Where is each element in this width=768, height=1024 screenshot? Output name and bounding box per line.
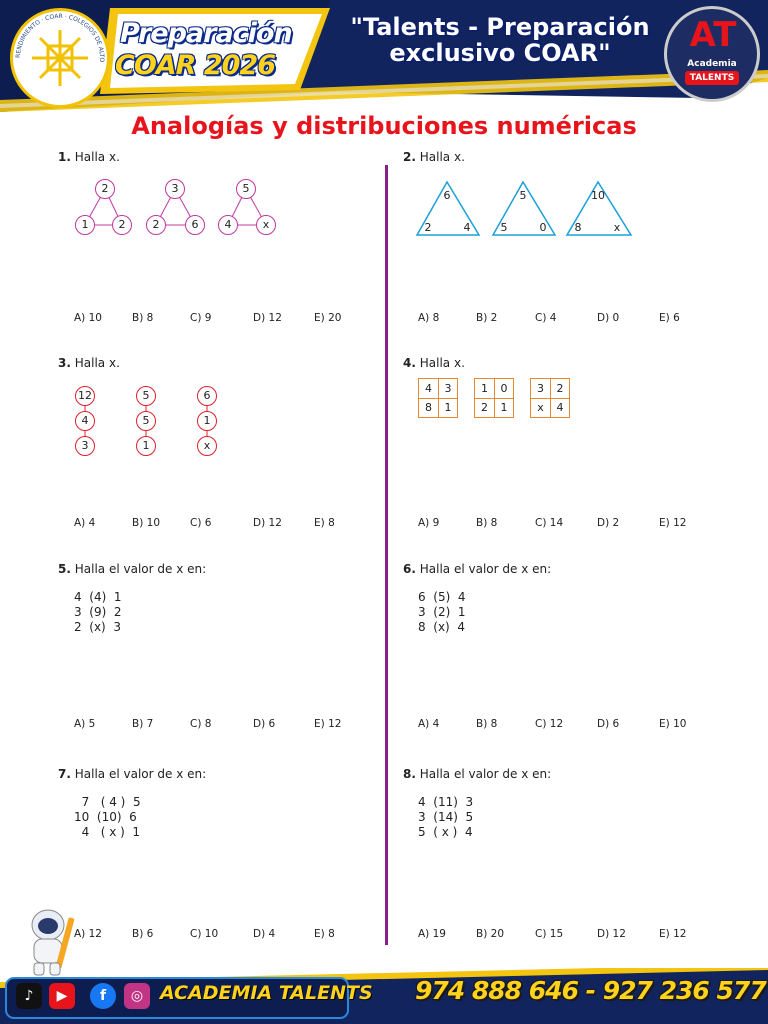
problem-5-options (74, 718, 364, 734)
number-grid (474, 378, 514, 418)
circle-node: x (256, 215, 276, 235)
grid-cell: 4 (556, 401, 564, 414)
option-c[interactable]: C) 15 (535, 928, 564, 940)
option-a[interactable]: A) 10 (74, 312, 102, 324)
triangle-number: 5 (519, 189, 527, 202)
circle-node: 12 (75, 386, 95, 406)
problem-7-table (74, 795, 141, 840)
table-row: 7 ( 4 ) 5 (74, 795, 141, 809)
problem-1-prompt (58, 150, 120, 164)
logo-word-talents: TALENTS (685, 71, 739, 85)
table-row: 8 (x) 4 (418, 620, 465, 634)
triangle-number: 5 (500, 221, 508, 234)
grid-cell: 1 (475, 379, 495, 399)
problem-number: 2. (403, 150, 416, 164)
astronaut-mascot-icon (20, 905, 80, 977)
number-grid (418, 378, 458, 418)
problem-text: Halla el valor de x en: (74, 562, 207, 576)
number-grid (530, 378, 570, 418)
grid-cell: 1 (500, 401, 508, 414)
grid-cell: 2 (550, 379, 570, 399)
youtube-icon[interactable]: ▶ (49, 983, 75, 1009)
logo-word-academia: Academia (687, 59, 737, 69)
triangle-number: 0 (539, 221, 547, 234)
problem-number: 5. (58, 562, 71, 576)
circle-node: 6 (197, 386, 217, 406)
table-row: 10 (10) 6 (74, 810, 137, 824)
problem-5-prompt (58, 562, 206, 576)
table-row: 4 (4) 1 (74, 590, 122, 604)
problem-8-prompt (403, 767, 551, 781)
tiktok-icon[interactable]: ♪ (16, 983, 42, 1009)
triangle-number: 10 (591, 189, 605, 202)
option-d[interactable]: D) 6 (253, 718, 276, 730)
grid-cell: x (531, 398, 551, 418)
problem-number: 4. (403, 356, 416, 370)
circle-node: 4 (218, 215, 238, 235)
problem-number: 7. (58, 767, 71, 781)
circle-node: 5 (136, 411, 156, 431)
option-b[interactable]: B) 10 (132, 517, 160, 529)
option-c[interactable]: C) 9 (190, 312, 212, 324)
option-b[interactable]: B) 2 (476, 312, 498, 324)
circle-node: 6 (185, 215, 205, 235)
option-e[interactable]: E) 8 (314, 517, 335, 529)
grid-cell: 3 (531, 379, 551, 399)
problem-text: Halla x. (419, 356, 465, 370)
option-c[interactable]: C) 12 (535, 718, 564, 730)
problem-text: Halla x. (419, 150, 465, 164)
footer-brand: ACADEMIA TALENTS (160, 982, 373, 1004)
academia-talents-logo (664, 6, 760, 102)
problem-4-options (418, 517, 708, 533)
problem-8-options (418, 928, 708, 944)
option-c[interactable]: C) 8 (190, 718, 212, 730)
problem-6-table (418, 590, 466, 635)
header-quote-line2: exclusivo COAR" (389, 39, 611, 67)
triangle-number: 8 (574, 221, 582, 234)
option-b[interactable]: B) 8 (476, 718, 498, 730)
option-a[interactable]: A) 4 (74, 517, 96, 529)
problem-text: Halla x. (74, 150, 120, 164)
option-e[interactable]: E) 10 (659, 718, 687, 730)
option-a[interactable]: A) 8 (418, 312, 440, 324)
problem-2-prompt (403, 150, 465, 164)
brand-title: Preparación (120, 18, 292, 49)
option-d[interactable]: D) 12 (253, 517, 282, 529)
grid-cell: 4 (419, 379, 439, 399)
problem-2-options (418, 312, 708, 328)
grid-cell: 0 (494, 379, 514, 399)
circle-node: 4 (75, 411, 95, 431)
circle-node: 2 (95, 179, 115, 199)
problem-1-options (74, 312, 364, 328)
brand-year: COAR 2026 (115, 50, 276, 81)
circle-node: 1 (75, 215, 95, 235)
problem-6-options (418, 718, 708, 734)
option-d[interactable]: D) 0 (597, 312, 620, 324)
circle-node: 2 (146, 215, 166, 235)
triangle-number: 4 (463, 221, 471, 234)
option-a[interactable]: A) 19 (418, 928, 446, 940)
option-e[interactable]: E) 20 (314, 312, 342, 324)
problem-6-prompt (403, 562, 551, 576)
table-row: 6 (5) 4 (418, 590, 466, 604)
option-d[interactable]: D) 12 (597, 928, 626, 940)
grid-cell: 3 (438, 379, 458, 399)
circle-node: 2 (112, 215, 132, 235)
problem-text: Halla x. (74, 356, 120, 370)
option-e[interactable]: E) 6 (659, 312, 680, 324)
circle-node: x (197, 436, 217, 456)
table-row: 3 (2) 1 (418, 605, 466, 619)
column-divider (385, 165, 388, 945)
grid-cell: 2 (475, 398, 495, 418)
circle-node: 1 (136, 436, 156, 456)
problem-text: Halla el valor de x en: (74, 767, 207, 781)
seal-ring-text (10, 8, 110, 108)
option-b[interactable]: B) 8 (132, 312, 154, 324)
table-row: 3 (9) 2 (74, 605, 122, 619)
option-b[interactable]: B) 6 (132, 928, 154, 940)
option-a[interactable]: A) 12 (74, 928, 102, 940)
option-d[interactable]: D) 4 (253, 928, 276, 940)
problem-text: Halla el valor de x en: (419, 767, 552, 781)
problem-7-options (74, 928, 364, 944)
table-row: 4 ( x ) 1 (74, 825, 141, 839)
option-c[interactable]: C) 6 (190, 517, 212, 529)
option-e[interactable]: E) 12 (659, 928, 687, 940)
header-quote-line1: "Talents - Preparación (350, 13, 650, 41)
page-title: Analogías y distribuciones numéricas (131, 112, 637, 140)
grid-cell: 1 (444, 401, 452, 414)
problem-8-table (418, 795, 473, 840)
circle-node: 1 (197, 411, 217, 431)
option-e[interactable]: E) 12 (314, 718, 342, 730)
triangle-number: 6 (443, 189, 451, 202)
option-b[interactable]: B) 7 (132, 718, 154, 730)
svg-text:RENDIMIENTO · COAR · COLEGIOS: RENDIMIENTO · COAR · COLEGIOS DE ALTO (14, 12, 106, 63)
logo-letters: AT (689, 15, 737, 55)
problem-text: Halla el valor de x en: (419, 562, 552, 576)
problem-number: 1. (58, 150, 71, 164)
option-e[interactable]: E) 8 (314, 928, 335, 940)
problem-number: 6. (403, 562, 416, 576)
option-b[interactable]: B) 20 (476, 928, 504, 940)
option-a[interactable]: A) 5 (74, 718, 96, 730)
option-a[interactable]: A) 4 (418, 718, 440, 730)
problem-7-prompt (58, 767, 206, 781)
problem-4-prompt (403, 356, 465, 370)
table-row: 3 (14) 5 (418, 810, 474, 824)
option-c[interactable]: C) 14 (535, 517, 564, 529)
option-d[interactable]: D) 6 (597, 718, 620, 730)
problem-5-table (74, 590, 122, 635)
option-c[interactable]: C) 4 (535, 312, 557, 324)
table-row: 5 ( x ) 4 (418, 825, 473, 839)
facebook-icon[interactable]: f (90, 983, 116, 1009)
footer-phones[interactable]: 974 888 646 - 927 236 577 (415, 976, 766, 1005)
table-row: 4 (11) 3 (418, 795, 474, 809)
problem-3-prompt (58, 356, 120, 370)
problem-number: 3. (58, 356, 71, 370)
option-c[interactable]: C) 10 (190, 928, 219, 940)
circle-node: 5 (136, 386, 156, 406)
problem-3-options (74, 517, 364, 533)
triangle-number: x (613, 221, 621, 234)
option-e[interactable]: E) 12 (659, 517, 687, 529)
triangle-number: 2 (424, 221, 432, 234)
circle-node: 3 (75, 436, 95, 456)
circle-node: 5 (236, 179, 256, 199)
grid-cell: 8 (419, 398, 439, 418)
circle-node: 3 (165, 179, 185, 199)
option-b[interactable]: B) 8 (476, 517, 498, 529)
problem-number: 8. (403, 767, 416, 781)
option-d[interactable]: D) 2 (597, 517, 620, 529)
instagram-icon[interactable]: ◎ (124, 983, 150, 1009)
table-row: 2 (x) 3 (74, 620, 121, 634)
option-a[interactable]: A) 9 (418, 517, 440, 529)
option-d[interactable]: D) 12 (253, 312, 282, 324)
